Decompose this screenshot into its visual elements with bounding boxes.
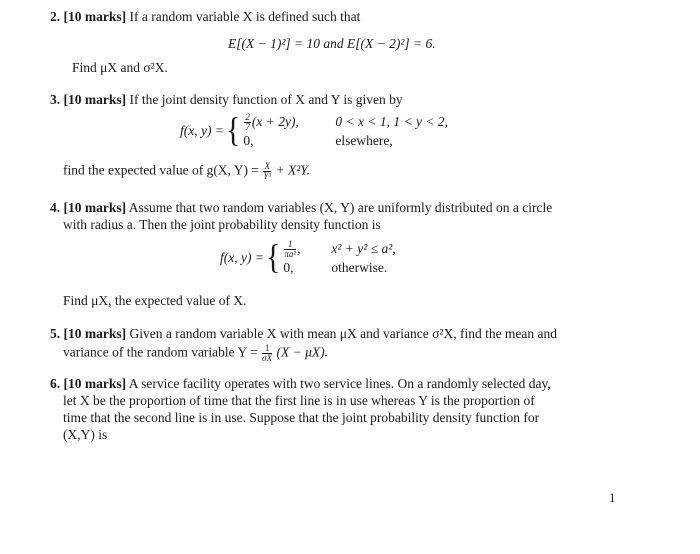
question-3-case-1-expr: (x + 2y), <box>251 114 299 129</box>
question-2-text: If a random variable X is defined such that <box>129 9 361 24</box>
question-3-case-2-expr: 0, <box>243 133 254 149</box>
question-2-marks: [10 marks] <box>63 9 127 24</box>
question-4-find: Find μX, the expected value of X. <box>63 293 247 308</box>
question-4-case-1: $\frac{1}{\text{πa²}}$ , x² + y² ≤ a², <box>284 239 396 260</box>
question-3-case-1 <box>243 113 448 132</box>
question-4-number: 4. <box>50 200 61 215</box>
question-2-header <box>50 9 360 25</box>
question-4-line-2: with radius a. Then the joint probability density function is <box>63 217 381 232</box>
question-4-case-1-cond: x² + y² ≤ a², <box>331 241 396 256</box>
question-5-line-2: variance of the random variable Y = $\frac{1}{\sigma X}$ (X − μX). <box>63 343 328 363</box>
question-5-number: 5. <box>50 326 61 341</box>
question-2-equation: E[(X − 1)²] = 10 and E[(X − 2)²] = 6. <box>228 36 436 51</box>
question-6-number: 6. <box>50 376 61 391</box>
question-3-case-1-cond: 0 < x < 1, 1 < y < 2, <box>335 114 448 129</box>
question-3-marks: [10 marks] <box>63 92 127 107</box>
question-2-find: Find μX and σ²X. <box>72 60 168 75</box>
question-4-line-1: Assume that two random variables (X, Y) are uniformly distributed on a circle <box>128 200 553 215</box>
question-3-case-2-cond: elsewhere, <box>335 133 393 149</box>
question-4-case-2-cond: otherwise. <box>331 260 388 276</box>
question-4-marks: [10 marks] <box>63 200 127 215</box>
question-6-header <box>50 376 551 392</box>
question-3-cases <box>243 113 448 149</box>
question-4-density-function <box>220 240 396 276</box>
question-6-line-4: (X,Y) is <box>63 427 108 442</box>
question-2-number: 2. <box>50 9 61 24</box>
question-3-header <box>50 92 403 108</box>
question-4-header <box>50 200 552 216</box>
question-5-line-1: Given a random variable X with mean μX and variance σ²X, find the mean and <box>129 326 558 341</box>
question-4-case-2 <box>283 259 395 276</box>
question-6-line-1: A service facility operates with two service lines. On a randomly selected day, <box>128 376 551 391</box>
left-brace-icon: { <box>225 111 241 150</box>
question-3-text: If the joint density function of X and Y is given by <box>129 92 403 107</box>
question-3-find: find the expected value of g(X, Y) = $\frac{X}{\text{Y³}}$ + X²Y. <box>63 161 310 181</box>
question-3-case-2 <box>243 132 448 149</box>
question-6-line-2: let X be the proportion of time that the first line is in use whereas Y is the proportion of <box>63 393 535 408</box>
question-4-case-1-fraction: $\frac{1}{\text{πa²}}$ <box>284 239 297 260</box>
question-4-f-lhs: f(x, y) = <box>220 250 264 266</box>
question-3-f-lhs: f(x, y) = <box>180 123 224 139</box>
question-3-coef-fraction: $\frac{2}{7}$ <box>245 112 250 133</box>
question-4-cases <box>283 240 395 276</box>
question-3-density-function <box>180 113 448 149</box>
question-5-marks: [10 marks] <box>63 326 127 341</box>
question-6-line-3: time that the second line is in use. Suppose that the joint probability density function for <box>63 410 540 425</box>
question-6-marks: [10 marks] <box>63 376 127 391</box>
question-4-case-2-expr: 0, <box>283 260 294 276</box>
left-brace-icon: { <box>265 238 281 277</box>
question-3-number: 3. <box>50 92 61 107</box>
question-5-header <box>50 326 557 342</box>
question-5-fraction: $\frac{1}{\sigma X}$ <box>262 343 273 363</box>
question-3-find-fraction: $\frac{X}{\text{Y³}}$ <box>263 161 272 181</box>
page-number: 1 <box>609 490 616 505</box>
